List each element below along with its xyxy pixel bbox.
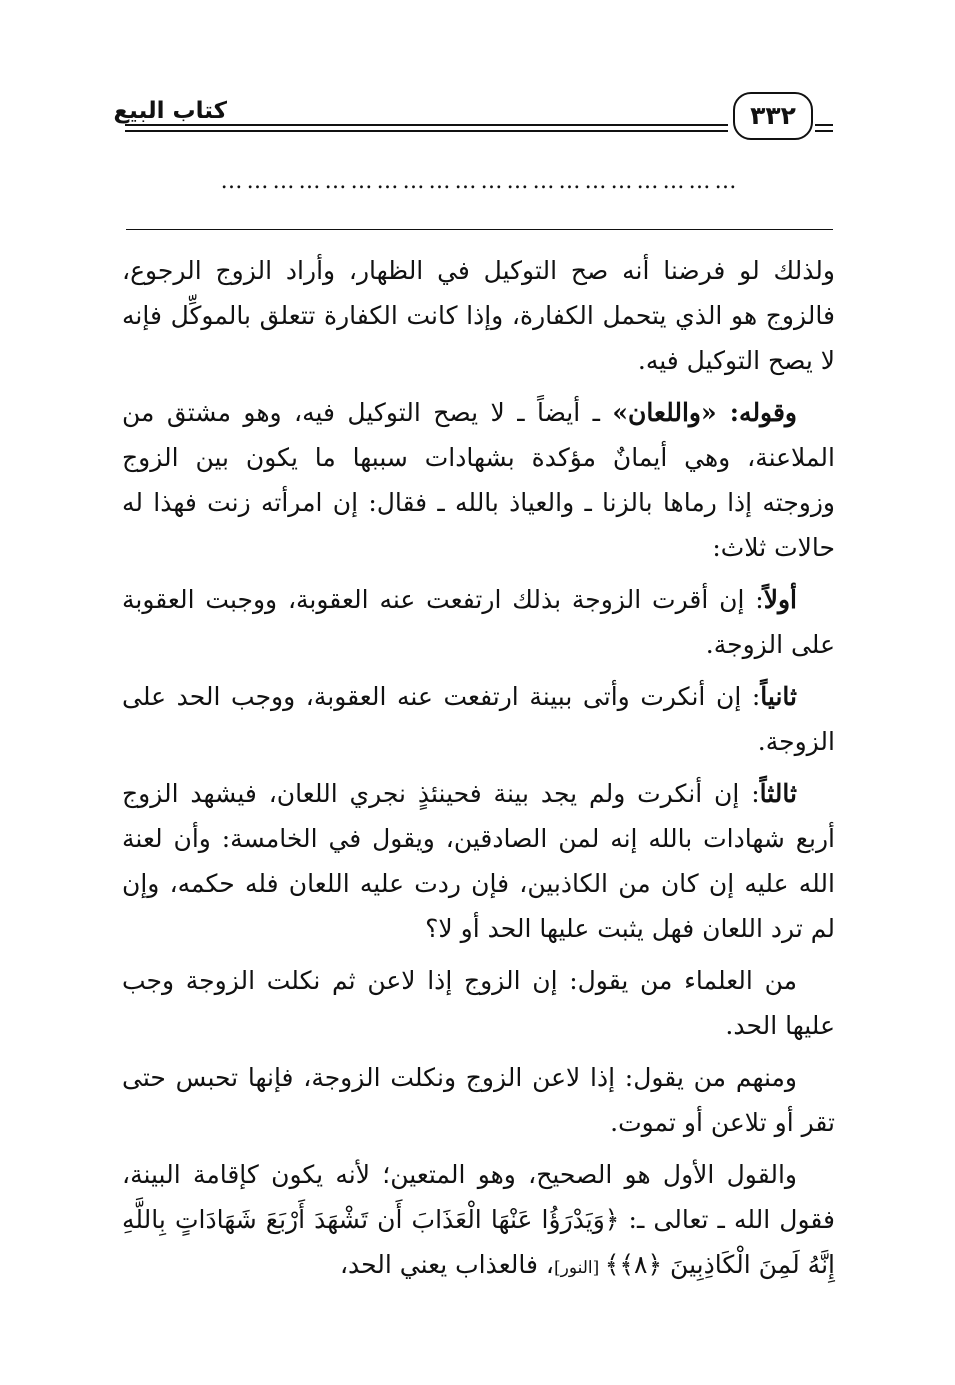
paragraph-lead: ثالثاً [759, 779, 797, 808]
paragraph-lead: ثانياً [760, 682, 797, 711]
header-rule [125, 124, 728, 126]
paragraph-text: : إن أنكرت وأتى ببينة ارتفعت عنه العقوبة، ووجب الحد على الزوجة. [122, 682, 835, 756]
paragraph [122, 390, 835, 570]
quran-verse: ﴿وَيَدْرَؤُا عَنْهَا الْعَذَابَ أَن تَشْهَدَ أَرْبَعَ شَهَادَاتٍ بِاللَّهِ إِنَّهُ لَمِنَ الْكَاذِبِينَ ﴿٨﴾﴾ [122, 1205, 835, 1279]
body-text [122, 248, 835, 1298]
paragraph-text: ولذلك لو فرضنا أنه صح التوكيل في الظهار، وأراد الزوج الرجوع، فالزوج هو الذي يتحمل الكفارة، وإذا كانت الكفارة تتعلق بالموكِّل فإنه لا يصح التوكيل فيه. [122, 256, 835, 375]
header-rule [815, 124, 833, 126]
paragraph [122, 577, 835, 667]
paragraph [122, 248, 835, 383]
dotted-separator: …………………………………………………… [220, 172, 741, 192]
paragraph-text: والقول الأول هو الصحيح، وهو المتعين؛ لأنه يكون كإقامة البينة، فقول الله ـ تعالى ـ: [122, 1160, 835, 1234]
page-number-frame [733, 92, 813, 140]
paragraph-text: : إن أقرت الزوجة بذلك ارتفعت عنه العقوبة، ووجبت العقوبة على الزوجة. [122, 585, 835, 659]
paragraph-text: ـ أيضاً ـ لا يصح التوكيل فيه، وهو مشتق من الملاعنة، وهي أيمانٌ مؤكدة بشهادات سببها ما يكون بين الزوج وزوجته إذا رماها بالزنا ـ والعياذ بالله ـ فقال: إن امرأته زنت فهذا له حالات ثلاث: [122, 398, 835, 562]
paragraph [122, 771, 835, 951]
paragraph [122, 674, 835, 764]
header-rule [815, 130, 833, 132]
paragraph [122, 1055, 835, 1145]
paragraph-text: من العلماء من يقول: إن الزوج إذا لاعن ثم نكلت الزوجة وجب عليها الحد. [122, 966, 835, 1040]
paragraph-text: ، فالعذاب يعني الحد، [339, 1250, 554, 1279]
paragraph-text: : إن أنكرت ولم يجد بينة فحينئذٍ نجري اللعان، فيشهد الزوج أربع شهادات بالله إنه لمن الصادقين، ويقول في الخامسة: وأن لعنة الله عليه إن كان من الكاذبين، فإن ردت عليه اللعان فله حكمه، وإن لم ترد اللعان فهل يثبت عليها الحد أو لا؟ [122, 779, 835, 943]
page-number: ٣٣٢ [750, 101, 796, 130]
paragraph-text: ومنهم من يقول: إذا لاعن الزوج ونكلت الزوجة، فإنها تحبس حتى تقر أو تلاعن أو تموت. [122, 1063, 835, 1137]
running-head-title: كتاب البيع [113, 98, 227, 124]
header-rule [125, 130, 728, 132]
paragraph-lead: وقوله: «واللعان» [612, 398, 797, 427]
surah-reference: [النور] [554, 1258, 605, 1278]
paragraph [122, 958, 835, 1048]
paragraph [122, 1152, 835, 1291]
text-rule [126, 229, 833, 230]
paragraph-lead: أولاً [763, 585, 797, 614]
